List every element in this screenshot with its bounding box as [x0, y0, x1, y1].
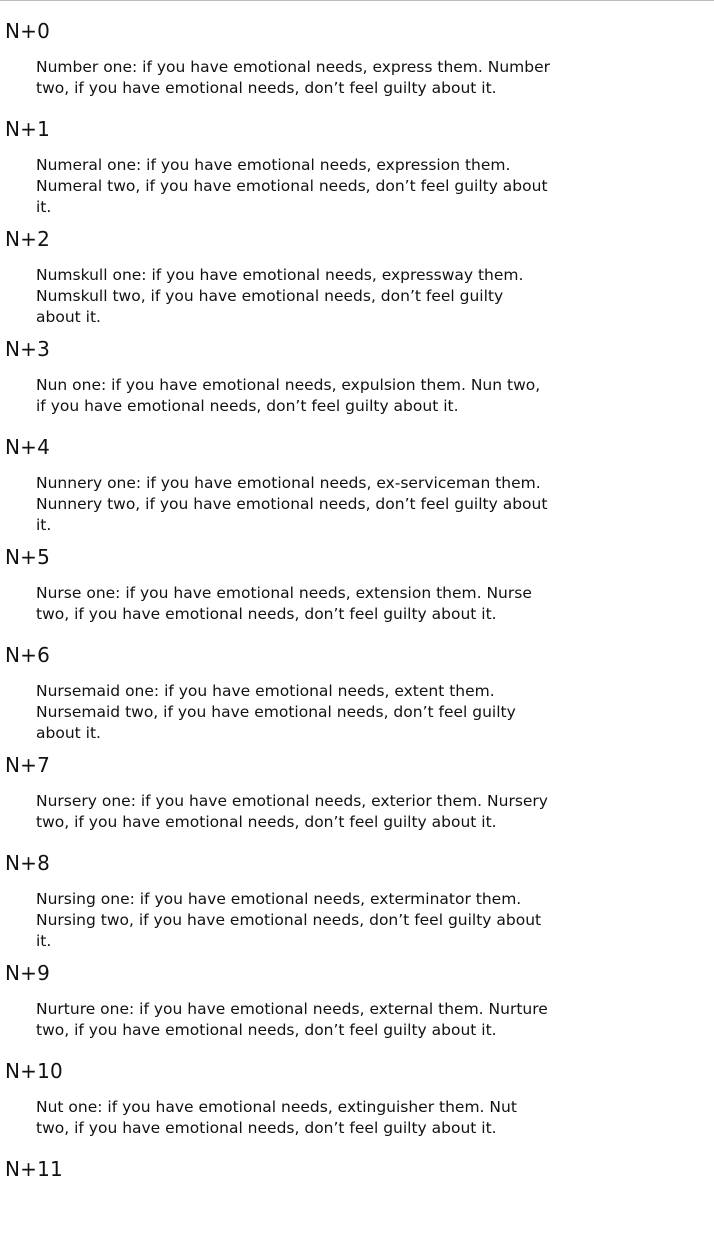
entry-n6	[0, 624, 714, 742]
paragraph-line: Nurse one: if you have emotional needs, extension them. Nurse	[36, 584, 532, 602]
entry-n5	[0, 526, 714, 624]
entry-n1	[0, 98, 714, 216]
entry-n11	[0, 1138, 714, 1236]
paragraph-line: Nursemaid two, if you have emotional needs, don’t feel guilty	[36, 703, 516, 721]
entry-n0	[0, 0, 714, 98]
entry-paragraph	[36, 791, 576, 833]
paragraph-line: Numskull two, if you have emotional needs, don’t feel guilty	[36, 287, 504, 305]
entry-n3	[0, 318, 714, 416]
paragraph-line: two, if you have emotional needs, don’t feel guilty about it.	[36, 605, 497, 623]
paragraph-line: two, if you have emotional needs, don’t feel guilty about it.	[36, 79, 497, 97]
paragraph-line: Nursery one: if you have emotional needs, exterior them. Nursery	[36, 792, 548, 810]
paragraph-line: two, if you have emotional needs, don’t feel guilty about it.	[36, 1021, 497, 1039]
paragraph-line: Nursing two, if you have emotional needs, don’t feel guilty about	[36, 911, 542, 929]
paragraph-line: if you have emotional needs, don’t feel guilty about it.	[36, 397, 459, 415]
entry-heading: N+7	[5, 753, 51, 777]
paragraph-line: Nunnery two, if you have emotional needs, don’t feel guilty about	[36, 495, 548, 513]
paragraph-line: it.	[36, 932, 52, 950]
paragraph-line: about it.	[36, 308, 101, 326]
paragraph-line: Numeral one: if you have emotional needs, expression them.	[36, 156, 511, 174]
paragraph-line: Nun one: if you have emotional needs, expulsion them. Nun two,	[36, 376, 541, 394]
paragraph-line: Numeral two, if you have emotional needs, don’t feel guilty about	[36, 177, 548, 195]
entry-heading: N+10	[5, 1059, 63, 1083]
paragraph-line: Nut one: if you have emotional needs, extinguisher them. Nut	[36, 1098, 517, 1116]
paragraph-line: Number one: if you have emotional needs, express them. Number	[36, 58, 551, 76]
entry-heading: N+5	[5, 545, 51, 569]
entry-paragraph	[36, 999, 576, 1041]
entry-heading: N+6	[5, 643, 51, 667]
entry-heading: N+3	[5, 337, 51, 361]
paragraph-line: Nunnery one: if you have emotional needs, ex-serviceman them.	[36, 474, 541, 492]
entry-n4	[0, 416, 714, 534]
entry-paragraph	[36, 57, 576, 99]
entry-heading: N+4	[5, 435, 51, 459]
entry-heading: N+2	[5, 227, 51, 251]
paragraph-line: it.	[36, 516, 52, 534]
paragraph-line: about it.	[36, 724, 101, 742]
paragraph-line: it.	[36, 198, 52, 216]
paragraph-line: two, if you have emotional needs, don’t feel guilty about it.	[36, 813, 497, 831]
entry-n9	[0, 942, 714, 1040]
paragraph-line: Nurture one: if you have emotional needs, external them. Nurture	[36, 1000, 548, 1018]
paragraph-line: Numskull one: if you have emotional needs, expressway them.	[36, 266, 524, 284]
paragraph-line: two, if you have emotional needs, don’t feel guilty about it.	[36, 1119, 497, 1137]
entry-heading: N+9	[5, 961, 51, 985]
entry-n10	[0, 1040, 714, 1138]
entry-heading: N+8	[5, 851, 51, 875]
entry-heading: N+11	[5, 1157, 63, 1181]
entry-paragraph	[36, 583, 576, 625]
entry-paragraph	[36, 375, 576, 417]
entry-heading: N+1	[5, 117, 51, 141]
paragraph-line: Nursing one: if you have emotional needs, exterminator them.	[36, 890, 522, 908]
entry-n8	[0, 832, 714, 950]
entry-paragraph	[36, 1097, 576, 1139]
entry-n7	[0, 734, 714, 832]
entry-heading: N+0	[5, 19, 51, 43]
entry-n2	[0, 208, 714, 326]
paragraph-line: Nursemaid one: if you have emotional needs, extent them.	[36, 682, 495, 700]
